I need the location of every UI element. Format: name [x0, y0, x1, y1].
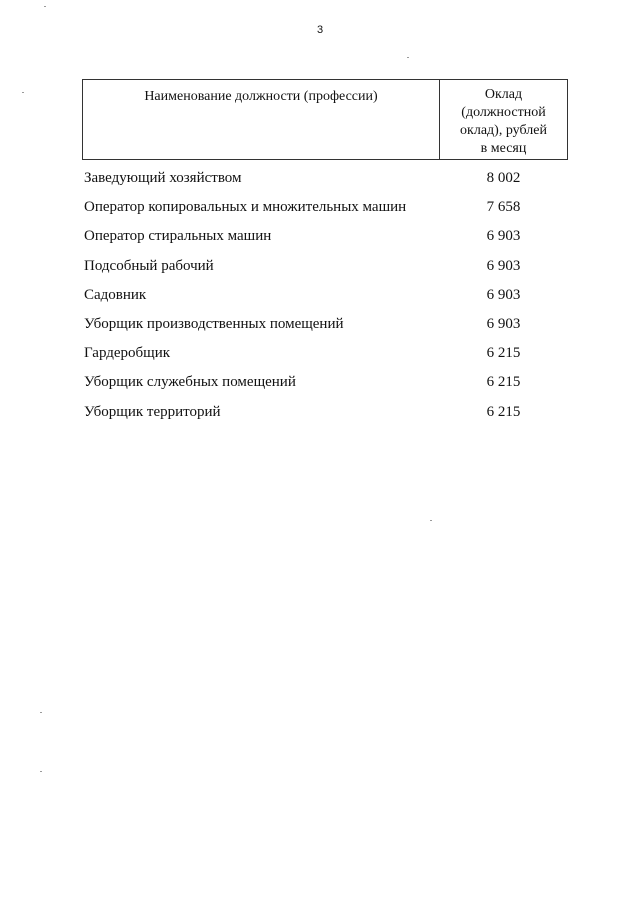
scan-speck — [40, 771, 42, 772]
table-header — [82, 79, 568, 160]
scan-speck — [430, 520, 432, 521]
salary-value: 7 658 — [486, 199, 521, 216]
salary-value: 6 903 — [486, 315, 521, 332]
table-row — [82, 168, 568, 197]
table-row — [82, 197, 568, 226]
scan-speck — [40, 712, 42, 713]
table-row — [82, 372, 568, 401]
table-row — [82, 402, 568, 431]
position-name: Оператор стиральных машин — [84, 228, 272, 245]
salary-value: 6 215 — [486, 374, 521, 391]
position-name: Оператор копировальных и множительных машин — [84, 199, 407, 216]
table-row — [82, 285, 568, 314]
table-row — [82, 256, 568, 285]
table-row — [82, 314, 568, 343]
salary-value: 8 002 — [486, 170, 521, 186]
page-number: 3 — [316, 24, 324, 36]
salary-table-body — [82, 168, 568, 431]
salary-value: 6 215 — [486, 345, 521, 362]
position-name: Подсобный рабочий — [84, 257, 214, 274]
position-name: Гардеробщик — [84, 345, 171, 362]
header-salary: Оклад (должностной оклад), рублей в месяц — [460, 87, 547, 156]
position-name: Уборщик служебных помещений — [84, 374, 296, 391]
salary-value: 6 215 — [486, 403, 521, 420]
position-name: Уборщик территорий — [84, 403, 221, 420]
table-row — [82, 343, 568, 372]
position-name: Садовник — [84, 286, 147, 303]
position-name: Заведующий хозяйством — [84, 170, 242, 186]
scan-speck — [22, 92, 24, 93]
salary-value: 6 903 — [486, 228, 521, 245]
salary-value: 6 903 — [486, 257, 521, 274]
header-position-name: Наименование должности (профессии) — [83, 80, 440, 159]
scan-speck — [407, 57, 409, 58]
salary-value: 6 903 — [486, 286, 521, 303]
scan-speck — [44, 6, 46, 7]
position-name: Уборщик производственных помещений — [84, 315, 344, 332]
table-row — [82, 226, 568, 255]
